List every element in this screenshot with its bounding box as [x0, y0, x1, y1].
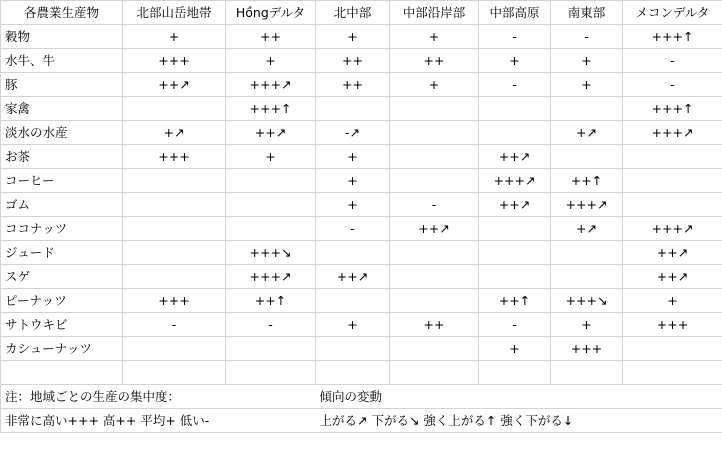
- value-cell[interactable]: ++↗: [123, 73, 226, 97]
- value-cell[interactable]: [551, 145, 623, 169]
- value-cell[interactable]: ++: [316, 73, 390, 97]
- value-cell[interactable]: [479, 241, 551, 265]
- row-label-cell[interactable]: 淡水の水産: [1, 121, 123, 145]
- header-cell-product[interactable]: 各農業生産物: [1, 1, 123, 25]
- row-label-cell[interactable]: サトウキビ: [1, 313, 123, 337]
- value-cell[interactable]: +↗: [551, 217, 623, 241]
- value-cell[interactable]: ++↗: [316, 265, 390, 289]
- header-cell-region-7[interactable]: メコンデルタ: [623, 1, 722, 25]
- value-cell[interactable]: -↗: [316, 121, 390, 145]
- value-cell[interactable]: +: [551, 49, 623, 73]
- value-cell[interactable]: ++↗: [390, 217, 479, 241]
- value-cell[interactable]: +: [316, 313, 390, 337]
- table-row: [1, 121, 722, 145]
- value-cell[interactable]: -: [479, 25, 551, 49]
- row-label-cell[interactable]: 穀物: [1, 25, 123, 49]
- header-cell-region-1[interactable]: 北部山岳地帯: [123, 1, 226, 25]
- value-cell[interactable]: -: [226, 313, 316, 337]
- value-cell[interactable]: +++↑: [623, 25, 722, 49]
- value-cell[interactable]: +++↗: [479, 169, 551, 193]
- value-cell[interactable]: [123, 97, 226, 121]
- table-row: [1, 169, 722, 193]
- value-cell[interactable]: +: [623, 289, 722, 313]
- row-label-cell[interactable]: 水牛、牛: [1, 49, 123, 73]
- value-cell[interactable]: +: [551, 313, 623, 337]
- row-label-cell[interactable]: カシューナッツ: [1, 337, 123, 361]
- row-label-cell[interactable]: ゴム: [1, 193, 123, 217]
- value-cell[interactable]: ++: [226, 25, 316, 49]
- value-cell[interactable]: +++: [623, 313, 722, 337]
- value-cell[interactable]: -: [623, 73, 722, 97]
- table-row: [1, 217, 722, 241]
- note-right-cell[interactable]: 上がる↗ 下がる↘ 強く上がる↑ 強く下がる↓: [316, 409, 722, 433]
- table-row: [1, 241, 722, 265]
- value-cell[interactable]: ++↗: [479, 193, 551, 217]
- value-cell[interactable]: +: [316, 193, 390, 217]
- value-cell[interactable]: ++↗: [623, 241, 722, 265]
- value-cell[interactable]: +++: [123, 289, 226, 313]
- value-cell[interactable]: +: [316, 145, 390, 169]
- table-row: [1, 73, 722, 97]
- value-cell[interactable]: +: [226, 49, 316, 73]
- value-cell[interactable]: [123, 217, 226, 241]
- value-cell[interactable]: +++: [123, 49, 226, 73]
- value-cell[interactable]: +↗: [551, 121, 623, 145]
- table-row: [1, 49, 722, 73]
- table-row: [1, 145, 722, 169]
- value-cell[interactable]: +++↗: [226, 265, 316, 289]
- value-cell[interactable]: [123, 241, 226, 265]
- value-cell[interactable]: -: [123, 313, 226, 337]
- value-cell[interactable]: +++↗: [623, 121, 722, 145]
- header-cell-region-3[interactable]: 北中部: [316, 1, 390, 25]
- value-cell[interactable]: [551, 97, 623, 121]
- empty-cell[interactable]: [226, 361, 316, 385]
- value-cell[interactable]: [226, 193, 316, 217]
- value-cell[interactable]: [123, 169, 226, 193]
- value-cell[interactable]: +: [123, 25, 226, 49]
- empty-cell[interactable]: [316, 361, 390, 385]
- value-cell[interactable]: [390, 337, 479, 361]
- value-cell[interactable]: [123, 337, 226, 361]
- row-label-cell[interactable]: コーヒー: [1, 169, 123, 193]
- value-cell[interactable]: [390, 121, 479, 145]
- empty-cell[interactable]: [390, 361, 479, 385]
- value-cell[interactable]: +++: [551, 337, 623, 361]
- value-cell[interactable]: [390, 97, 479, 121]
- note-right-cell[interactable]: 傾向の変動: [316, 385, 722, 409]
- value-cell[interactable]: +++↘: [551, 289, 623, 313]
- value-cell[interactable]: -: [623, 49, 722, 73]
- value-cell[interactable]: [390, 241, 479, 265]
- row-label-cell[interactable]: ピーナッツ: [1, 289, 123, 313]
- value-cell[interactable]: [623, 193, 722, 217]
- value-cell[interactable]: [551, 265, 623, 289]
- value-cell[interactable]: [390, 169, 479, 193]
- value-cell[interactable]: ++↑: [551, 169, 623, 193]
- note-left-cell[interactable]: 注：地域ごとの生産の集中度：: [1, 385, 316, 409]
- value-cell[interactable]: [479, 217, 551, 241]
- empty-cell[interactable]: [1, 361, 123, 385]
- value-cell[interactable]: ++: [316, 49, 390, 73]
- value-cell[interactable]: -: [316, 217, 390, 241]
- value-cell[interactable]: +: [390, 73, 479, 97]
- note-row: [1, 385, 722, 409]
- value-cell[interactable]: +: [551, 73, 623, 97]
- value-cell[interactable]: ++↗: [479, 145, 551, 169]
- row-label-cell[interactable]: お茶: [1, 145, 123, 169]
- value-cell[interactable]: ++↗: [226, 121, 316, 145]
- value-cell[interactable]: +: [226, 145, 316, 169]
- table-row: [1, 97, 722, 121]
- value-cell[interactable]: +++↑: [623, 97, 722, 121]
- value-cell[interactable]: +: [479, 337, 551, 361]
- row-label-cell[interactable]: ジュード: [1, 241, 123, 265]
- value-cell[interactable]: [316, 289, 390, 313]
- empty-cell[interactable]: [551, 361, 623, 385]
- value-cell[interactable]: +++↗: [623, 217, 722, 241]
- value-cell[interactable]: +++↗: [226, 73, 316, 97]
- value-cell[interactable]: [226, 217, 316, 241]
- empty-cell[interactable]: [623, 361, 722, 385]
- note-row: [1, 409, 722, 433]
- value-cell[interactable]: -: [551, 25, 623, 49]
- value-cell[interactable]: [123, 265, 226, 289]
- empty-cell[interactable]: [123, 361, 226, 385]
- value-cell[interactable]: +↗: [123, 121, 226, 145]
- table-row: [1, 25, 722, 49]
- value-cell[interactable]: [390, 145, 479, 169]
- value-cell[interactable]: [226, 337, 316, 361]
- value-cell[interactable]: [316, 97, 390, 121]
- value-cell[interactable]: +++: [123, 145, 226, 169]
- empty-row: [1, 361, 722, 385]
- row-label-cell[interactable]: 家禽: [1, 97, 123, 121]
- value-cell[interactable]: +: [316, 25, 390, 49]
- header-cell-region-5[interactable]: 中部高原: [479, 1, 551, 25]
- value-cell[interactable]: +: [316, 169, 390, 193]
- header-cell-region-2[interactable]: Hồngデルタ: [226, 1, 316, 25]
- value-cell[interactable]: [390, 289, 479, 313]
- value-cell[interactable]: [623, 145, 722, 169]
- table-row: [1, 193, 722, 217]
- table-row: [1, 265, 722, 289]
- table-row: [1, 289, 722, 313]
- value-cell[interactable]: +++↑: [226, 97, 316, 121]
- note-left-cell[interactable]: 非常に高い+++ 高++ 平均+ 低い-: [1, 409, 316, 433]
- empty-cell[interactable]: [479, 361, 551, 385]
- value-cell[interactable]: [226, 169, 316, 193]
- value-cell[interactable]: -: [390, 193, 479, 217]
- value-cell[interactable]: [479, 121, 551, 145]
- value-cell[interactable]: [316, 241, 390, 265]
- value-cell[interactable]: [123, 193, 226, 217]
- value-cell[interactable]: [479, 265, 551, 289]
- row-label-cell[interactable]: 豚: [1, 73, 123, 97]
- header-cell-region-4[interactable]: 中部沿岸部: [390, 1, 479, 25]
- value-cell[interactable]: ++↑: [479, 289, 551, 313]
- value-cell[interactable]: [623, 169, 722, 193]
- value-cell[interactable]: ++↗: [623, 265, 722, 289]
- value-cell[interactable]: [316, 337, 390, 361]
- header-cell-region-6[interactable]: 南東部: [551, 1, 623, 25]
- table-row: [1, 337, 722, 361]
- value-cell[interactable]: [479, 97, 551, 121]
- value-cell[interactable]: [551, 241, 623, 265]
- value-cell[interactable]: -: [479, 313, 551, 337]
- value-cell[interactable]: +: [479, 49, 551, 73]
- value-cell[interactable]: +++↘: [226, 241, 316, 265]
- value-cell[interactable]: -: [479, 73, 551, 97]
- value-cell[interactable]: [623, 337, 722, 361]
- value-cell[interactable]: ++↑: [226, 289, 316, 313]
- value-cell[interactable]: +++↗: [551, 193, 623, 217]
- value-cell[interactable]: ++: [390, 49, 479, 73]
- value-cell[interactable]: +: [390, 25, 479, 49]
- row-label-cell[interactable]: スゲ: [1, 265, 123, 289]
- table-row: [1, 313, 722, 337]
- value-cell[interactable]: [390, 265, 479, 289]
- value-cell[interactable]: ++: [390, 313, 479, 337]
- row-label-cell[interactable]: ココナッツ: [1, 217, 123, 241]
- header-row: [1, 1, 722, 25]
